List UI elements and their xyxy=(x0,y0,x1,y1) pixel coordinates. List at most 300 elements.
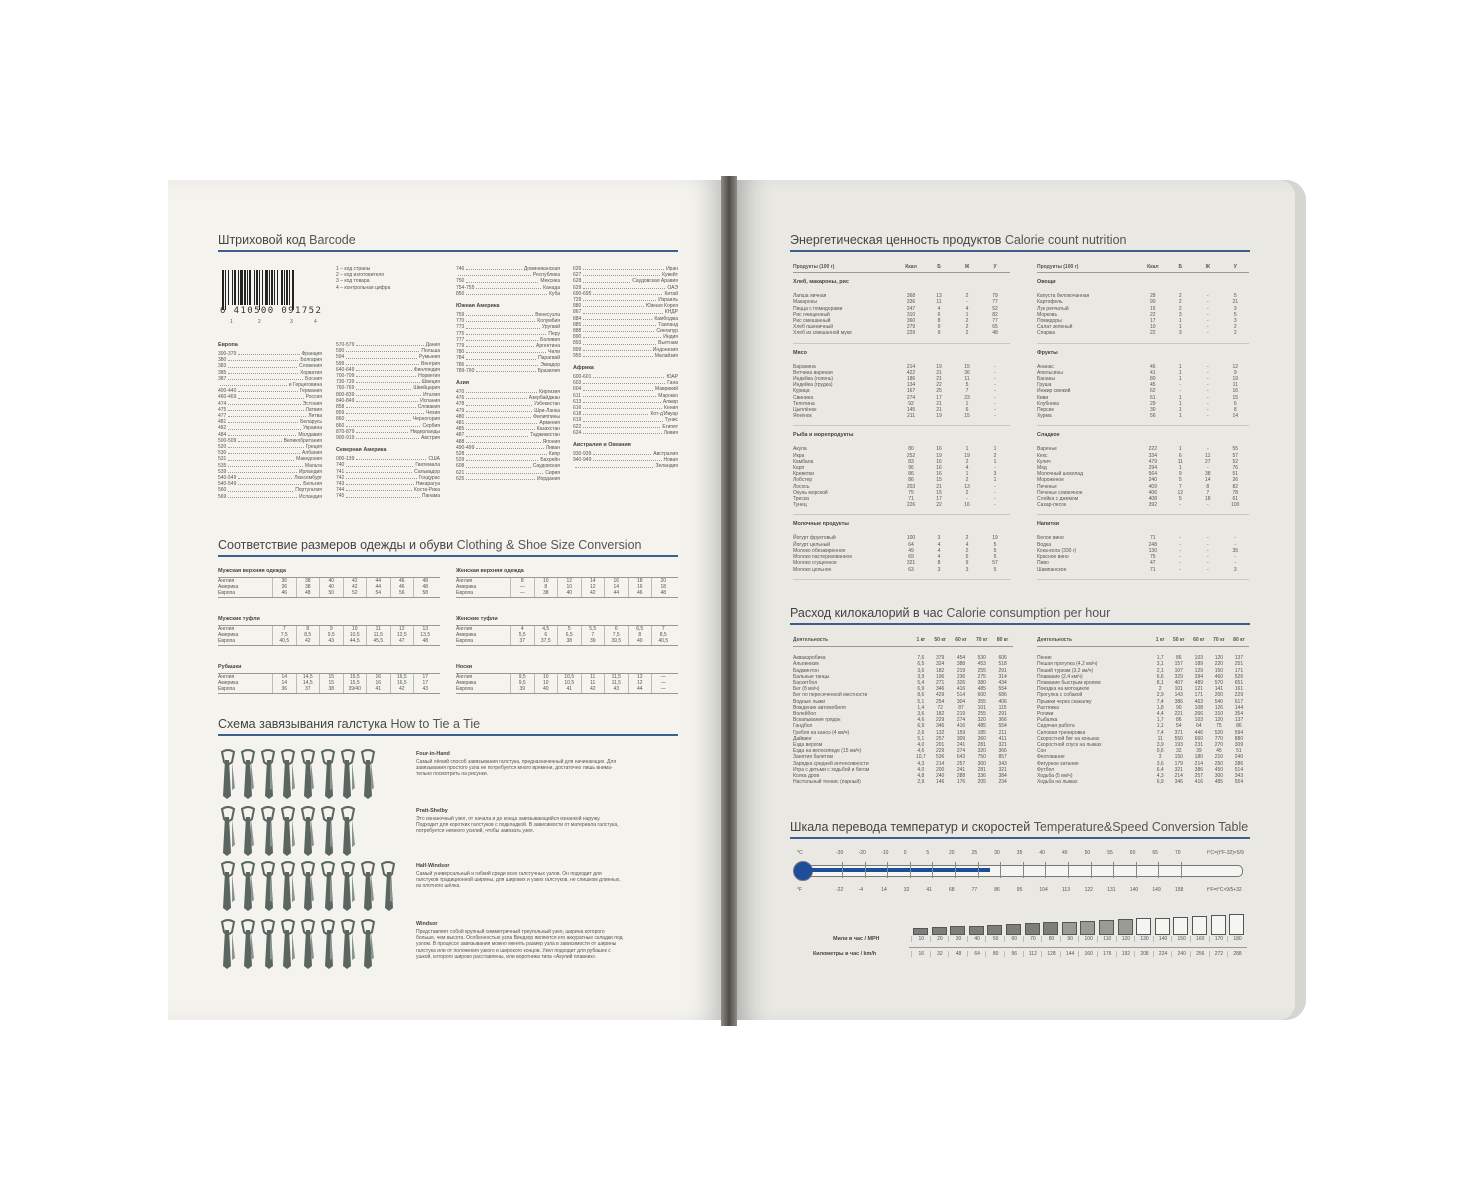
mph-value: 10 xyxy=(911,936,931,942)
country-name: Испания xyxy=(420,397,440,404)
country-name: Доминиканская xyxy=(523,266,560,272)
tie-knot-text: потребуется немного усилий, чтобы завязать узел. xyxy=(416,828,534,835)
size-value: 12 xyxy=(628,674,652,680)
leader-dots xyxy=(346,475,416,479)
mph-value: 140 xyxy=(1153,936,1173,942)
activity-value: 176 xyxy=(956,779,966,786)
food-value: - xyxy=(994,489,996,496)
activity-name: Дайвинг xyxy=(793,735,812,742)
country-name: Индонезия xyxy=(652,346,678,353)
country-code: 383 xyxy=(218,363,227,370)
country-code: 300-379 xyxy=(218,351,237,357)
country-code: 529 xyxy=(456,457,465,464)
tie-step-icon xyxy=(258,748,278,800)
activity-value: 460 xyxy=(1214,673,1224,680)
food-value: 167 xyxy=(906,388,916,395)
country-code: 628 xyxy=(573,278,582,285)
activity-value: 236 xyxy=(956,673,966,680)
sizes-rule xyxy=(218,555,678,557)
barcode-bar xyxy=(289,270,290,305)
activity-value: 214 xyxy=(1174,773,1183,780)
country-code: 619 xyxy=(573,417,582,424)
food-name: Тунец xyxy=(793,502,807,509)
size-value: 17 xyxy=(413,674,437,680)
activity-value: 3,9 xyxy=(917,673,925,680)
food-value: - xyxy=(994,496,996,503)
leader-dots xyxy=(466,463,530,467)
food-value: 1 xyxy=(1178,413,1182,420)
activity-value: 39 xyxy=(1196,748,1202,755)
size-value: 48 xyxy=(651,590,675,596)
leader-dots xyxy=(346,404,415,408)
country-group-title: Австралия и Океания xyxy=(573,442,631,449)
food-value: 211 xyxy=(907,413,915,420)
country-code: 474 xyxy=(218,400,227,407)
size-value: 18 xyxy=(628,578,652,584)
food-value: 408 xyxy=(1148,496,1157,503)
leader-dots xyxy=(346,423,420,427)
country-code: 777 xyxy=(456,336,465,343)
food-name: Шампанское xyxy=(1037,566,1067,573)
leader-dots xyxy=(346,410,424,414)
food-value: 2 xyxy=(965,535,969,542)
tie-knot-text: Самый универсальный и гибкий среди всех галстучных узлов. Он подходит для xyxy=(416,871,602,877)
activity-value: 8,6 xyxy=(917,692,925,699)
food-value: - xyxy=(1179,554,1182,561)
food-value: 21 xyxy=(936,369,942,376)
food-name: Водка xyxy=(1037,541,1052,548)
activity-value: 8,1 xyxy=(1156,680,1164,687)
food-value: 1 xyxy=(1178,394,1182,401)
food-value: 29 xyxy=(1150,400,1156,407)
leader-dots xyxy=(466,408,532,412)
calorie-header-cell: Б xyxy=(1178,264,1183,270)
activity-value: 4,3 xyxy=(917,760,925,767)
food-name: Йогурт фруктовый xyxy=(793,535,836,542)
burn-table-left xyxy=(793,637,1013,785)
activity-row xyxy=(793,779,1013,785)
size-region: Англия xyxy=(218,626,235,632)
food-name: Салат зеленый xyxy=(1037,324,1073,331)
food-value: - xyxy=(1206,566,1209,573)
food-value: 3 xyxy=(937,535,941,542)
size-value: 7,5 xyxy=(604,632,628,638)
size-value: 7 xyxy=(651,626,675,632)
country-group-title: Южная Америка xyxy=(456,303,500,310)
country-code-row xyxy=(573,430,678,436)
size-value: 43 xyxy=(604,686,628,692)
leader-dots xyxy=(583,278,630,282)
tie-knot-text: завязывания простого узла не потребуется много времени, достаточно лишь внима- xyxy=(416,765,613,772)
tie-step-icon xyxy=(218,805,238,857)
size-value: — xyxy=(651,686,675,692)
leader-dots xyxy=(583,285,665,289)
activity-value: 2 xyxy=(1158,686,1162,693)
activity-value: 6,9 xyxy=(1156,779,1164,786)
activity-name: Бег (8 км/ч) xyxy=(793,686,820,693)
tie-step-icon xyxy=(238,748,258,800)
food-name: Окунь морской xyxy=(793,489,828,496)
leader-dots xyxy=(346,361,419,365)
food-value: 15 xyxy=(936,477,942,484)
food-value: 145 xyxy=(906,407,916,414)
food-row xyxy=(793,502,1010,508)
left-page xyxy=(168,180,721,1020)
food-value: - xyxy=(994,394,996,401)
country-name: Нидерланды xyxy=(410,428,440,435)
activity-value: 6,6 xyxy=(1156,673,1164,680)
activity-value: 179 xyxy=(1174,760,1183,767)
burn-header-cell: 70 кг xyxy=(1213,637,1225,643)
activity-value: 485 xyxy=(977,723,986,730)
food-value: - xyxy=(966,299,968,306)
celsius-tick: -10 xyxy=(881,850,889,856)
speed-filled-box xyxy=(1006,924,1021,935)
tie-step-icon xyxy=(358,748,378,800)
country-code: 744 xyxy=(336,487,345,494)
food-value: 321 xyxy=(906,560,916,567)
tie-description xyxy=(416,921,681,960)
country-code: 385 xyxy=(218,369,227,376)
activity-value: 281 xyxy=(977,742,986,749)
country-name: Узбекистан xyxy=(534,401,560,408)
food-value: 75 xyxy=(1150,554,1156,561)
country-group-title: Северная Америка xyxy=(336,447,387,454)
activity-value: 4,6 xyxy=(917,748,925,755)
leader-dots xyxy=(466,414,531,418)
activity-value: 189 xyxy=(1194,661,1204,668)
country-name: Молдавия xyxy=(298,431,322,438)
food-value: 15 xyxy=(936,489,942,496)
country-code: 528 xyxy=(456,451,465,458)
food-value: - xyxy=(1206,407,1209,414)
activity-value: 234 xyxy=(998,779,1007,786)
barcode-bar xyxy=(277,270,278,305)
food-value: - xyxy=(1206,330,1209,337)
food-name: Персик xyxy=(1037,407,1054,414)
food-group-title: Рыба и морепродукты xyxy=(793,432,854,439)
activity-value: 240 xyxy=(1234,754,1244,761)
country-code: 590 xyxy=(336,348,345,355)
activity-value: 3,6 xyxy=(917,667,925,674)
food-value: 62 xyxy=(1150,388,1156,395)
food-name: Акула xyxy=(793,446,807,453)
tie-step-icon xyxy=(318,805,338,857)
activity-name: Футбол xyxy=(1037,766,1055,773)
leader-dots xyxy=(583,353,652,357)
country-name: Венгрия xyxy=(421,360,440,367)
activity-name: Пение xyxy=(1037,655,1052,662)
activity-value: 144 xyxy=(1234,704,1244,711)
country-code: 860 xyxy=(336,422,345,429)
activity-name: Настольный теннис (парный) xyxy=(793,779,861,786)
size-table xyxy=(218,568,440,598)
country-name: Словакия xyxy=(417,404,440,411)
activity-value: 416 xyxy=(956,686,966,693)
activity-value: 241 xyxy=(956,742,966,749)
activity-value: 606 xyxy=(998,655,1007,662)
food-value: - xyxy=(1206,413,1209,420)
food-value: 1 xyxy=(993,477,997,484)
food-value: 9 xyxy=(1233,369,1237,376)
size-region: Америка xyxy=(456,632,477,639)
activity-value: 221 xyxy=(1174,711,1183,718)
food-value: 83 xyxy=(908,458,914,465)
leader-dots xyxy=(593,291,662,295)
calorie-header-cell: У xyxy=(993,264,997,270)
size-value: 5 xyxy=(557,626,581,632)
activity-value: 446 xyxy=(1194,729,1204,736)
food-value: 336 xyxy=(906,299,916,306)
food-name: Кулич xyxy=(1037,458,1051,465)
barcode-bar xyxy=(284,270,285,305)
country-group-title: Азия xyxy=(456,380,470,387)
size-value: 11,5 xyxy=(366,632,390,638)
food-value: 26 xyxy=(1232,477,1239,484)
celsius-tick: 50 xyxy=(1084,850,1091,856)
country-code: 560 xyxy=(218,487,227,494)
country-name: Литва xyxy=(308,413,322,420)
fahrenheit-tick: 104 xyxy=(1039,887,1048,893)
country-name: Гватемала xyxy=(415,462,440,469)
food-value: 334 xyxy=(1148,452,1157,459)
country-code: 773 xyxy=(456,324,465,331)
country-name: Гана xyxy=(667,380,678,387)
barcode-digits: 6 410500 091752 xyxy=(220,306,323,316)
food-value: 7 xyxy=(965,388,969,395)
activity-value: 185 xyxy=(977,729,986,736)
tie-knot-name: Pratt-Shelby xyxy=(416,808,448,814)
food-name: Пиво xyxy=(1037,560,1049,567)
country-code: 500-509 xyxy=(218,437,237,444)
food-value: 3 xyxy=(1178,311,1182,318)
size-value: 42 xyxy=(581,590,605,596)
leader-dots xyxy=(466,395,526,399)
celsius-tick: -20 xyxy=(858,850,866,856)
food-value: - xyxy=(994,502,996,509)
leader-dots xyxy=(356,385,411,389)
leader-dots xyxy=(583,393,656,397)
food-value: 13 xyxy=(936,293,942,300)
country-code: 867 xyxy=(573,309,582,316)
country-code: 482 xyxy=(218,425,227,432)
tie-knot-text: галстуков традиционной ширины, для широких и узких галстуков, не слишком длинных, xyxy=(416,877,621,884)
leader-dots xyxy=(583,334,661,338)
leader-dots xyxy=(583,405,662,409)
tie-title: Схема завязывания галстука How to Tie a Tie xyxy=(218,717,481,731)
activity-name: Фигурное катание xyxy=(1037,760,1079,767)
food-value: 12 xyxy=(1177,489,1184,496)
activity-value: 87 xyxy=(958,704,964,711)
country-code: 745 xyxy=(336,493,345,500)
activity-value: 150 xyxy=(1214,667,1224,674)
size-value: 36 xyxy=(272,578,296,584)
food-value: 52 xyxy=(1232,458,1239,465)
size-value: 4,5 xyxy=(534,626,558,632)
speed-rule xyxy=(909,947,1247,948)
size-value: — xyxy=(651,680,675,686)
size-value: 48 xyxy=(413,584,437,590)
fahrenheit-tick: 41 xyxy=(926,887,932,893)
size-value: 6 xyxy=(534,632,558,638)
food-value: 2 xyxy=(965,318,969,325)
food-value: - xyxy=(1206,363,1209,370)
activity-value: 514 xyxy=(956,692,966,699)
activity-value: 291 xyxy=(998,711,1007,718)
country-code: 955 xyxy=(573,352,582,359)
food-value: 368 xyxy=(906,293,916,300)
food-value: - xyxy=(1206,299,1209,306)
celsius-tick: 65 xyxy=(1152,850,1158,856)
leader-dots xyxy=(466,362,538,366)
country-name: Иордания xyxy=(536,475,560,482)
activity-name: Силовая тренировка xyxy=(1037,729,1086,736)
size-value: 10 xyxy=(534,680,558,686)
activity-value: 314 xyxy=(998,673,1007,680)
activity-value: 394 xyxy=(1194,673,1204,680)
leader-dots xyxy=(583,303,644,307)
activity-value: 355 xyxy=(977,698,986,705)
food-value: 1 xyxy=(1178,376,1182,383)
country-code: 618 xyxy=(573,411,582,418)
activity-value: 3,9 xyxy=(1156,742,1164,749)
size-value: 42 xyxy=(343,578,367,584)
country-name: Канада xyxy=(543,284,560,291)
barcode-legend: 1 – код страны 2 – код изготовителя 3 – код товара 4 – контрольная цифра xyxy=(336,266,391,291)
activity-value: 300 xyxy=(977,760,986,767)
activity-value: 380 xyxy=(977,680,986,687)
activity-value: 485 xyxy=(977,686,986,693)
activity-value: 137 xyxy=(1234,717,1244,724)
country-name: Эквадор xyxy=(540,361,560,368)
country-code: 479 xyxy=(456,407,465,414)
food-value: 1 xyxy=(965,446,969,453)
food-value: - xyxy=(1234,554,1237,561)
food-value: - xyxy=(994,413,996,420)
food-value: 30 xyxy=(1150,407,1156,414)
country-code: 900-919 xyxy=(336,435,355,442)
calorie-header-cell: Продукты (100 г) xyxy=(793,264,835,270)
country-code: 940-949 xyxy=(573,457,592,464)
tie-step-icon xyxy=(238,918,258,970)
activity-value: 3,6 xyxy=(917,711,925,718)
food-group-title: Молочные продукты xyxy=(793,521,849,528)
size-region: Америка xyxy=(218,584,239,591)
leader-dots xyxy=(583,411,648,415)
food-value: 6 xyxy=(1233,400,1237,407)
food-name: Капуста белокочанная xyxy=(1037,293,1090,300)
food-value: 18 xyxy=(1205,496,1211,503)
right-page xyxy=(737,180,1295,1020)
country-code: 487 xyxy=(456,432,465,439)
thermometer-mercury xyxy=(807,868,990,872)
country-code: 000-139 xyxy=(336,456,355,463)
mph-value: 160 xyxy=(1190,936,1210,942)
country-name: Кипр xyxy=(548,451,560,458)
food-value: 5 xyxy=(1178,477,1182,484)
activity-value: 770 xyxy=(1214,735,1224,742)
country-name: Дания xyxy=(425,342,440,348)
food-row xyxy=(1037,413,1249,419)
leader-dots xyxy=(346,493,420,497)
fahrenheit-tick: 86 xyxy=(994,887,1000,893)
country-name: и Герцеговина xyxy=(288,382,322,389)
country-name: Марокко xyxy=(658,392,678,399)
country-code-row xyxy=(573,353,678,359)
food-name: Рис смешанный xyxy=(793,318,831,325)
size-value: 9,5 xyxy=(510,674,534,680)
speed-filled-box xyxy=(932,927,947,935)
country-name: Австралия xyxy=(653,451,678,458)
celsius-tick: 35 xyxy=(1016,850,1023,856)
country-name: Словения xyxy=(298,363,322,370)
country-name: Индия xyxy=(663,334,678,341)
food-value: 77 xyxy=(992,299,998,306)
leader-dots xyxy=(466,318,535,322)
marker-1: 1 xyxy=(230,319,233,325)
size-region: Америка xyxy=(218,632,239,639)
country-name: Португалия xyxy=(295,487,322,494)
country-name: Македония xyxy=(296,456,322,463)
country-code: 569 xyxy=(218,493,227,500)
size-value: 38 xyxy=(319,686,343,692)
country-name: Россия xyxy=(305,394,322,401)
activity-value: 530 xyxy=(977,655,986,662)
leader-dots xyxy=(346,348,419,352)
food-value: 310 xyxy=(906,311,916,318)
leader-dots xyxy=(583,309,662,313)
leader-dots xyxy=(583,340,656,344)
country-name: Латвия xyxy=(305,406,322,413)
scale-tick-mark xyxy=(978,862,979,878)
food-name: Инжир свежий xyxy=(1037,388,1071,395)
kmh-value: 176 xyxy=(1097,951,1117,957)
leader-dots xyxy=(583,297,656,301)
country-code: 626 xyxy=(573,266,582,272)
country-code: 888 xyxy=(573,328,582,335)
country-code: 480 xyxy=(456,413,465,420)
activity-value: 3 xyxy=(1158,754,1162,761)
food-value: - xyxy=(994,376,996,383)
country-code: 784 xyxy=(456,355,465,362)
tie-step-icon xyxy=(258,805,278,857)
country-name: Япония xyxy=(542,438,560,445)
kmh-value: 48 xyxy=(948,951,968,957)
activity-value: 2,6 xyxy=(917,729,925,736)
activity-name: Водные лыжи xyxy=(793,698,826,705)
activity-value: 386 xyxy=(1174,698,1183,705)
country-name: Кувейт xyxy=(662,272,678,279)
food-name: Свинина xyxy=(793,394,814,401)
activity-value: 10,7 xyxy=(915,754,926,761)
food-row xyxy=(793,413,1010,419)
leader-dots xyxy=(228,450,300,454)
burn-header-cell: 1 кг xyxy=(916,637,926,643)
tie-step-icon xyxy=(218,918,238,970)
leader-dots xyxy=(228,376,303,380)
activity-value: 120 xyxy=(1214,717,1224,724)
leader-dots xyxy=(466,331,546,335)
country-code: 750 xyxy=(456,278,465,285)
activity-value: 1,4 xyxy=(917,704,925,711)
country-name: Эстония xyxy=(302,400,322,407)
scale-tick-mark xyxy=(1136,862,1137,878)
leader-dots xyxy=(466,337,538,341)
activity-name: Скоростной спуск на лыжах xyxy=(1037,742,1102,749)
size-region: Европа xyxy=(218,686,236,693)
activity-name: Бальные танцы xyxy=(793,673,830,680)
activity-value: 214 xyxy=(936,760,945,767)
